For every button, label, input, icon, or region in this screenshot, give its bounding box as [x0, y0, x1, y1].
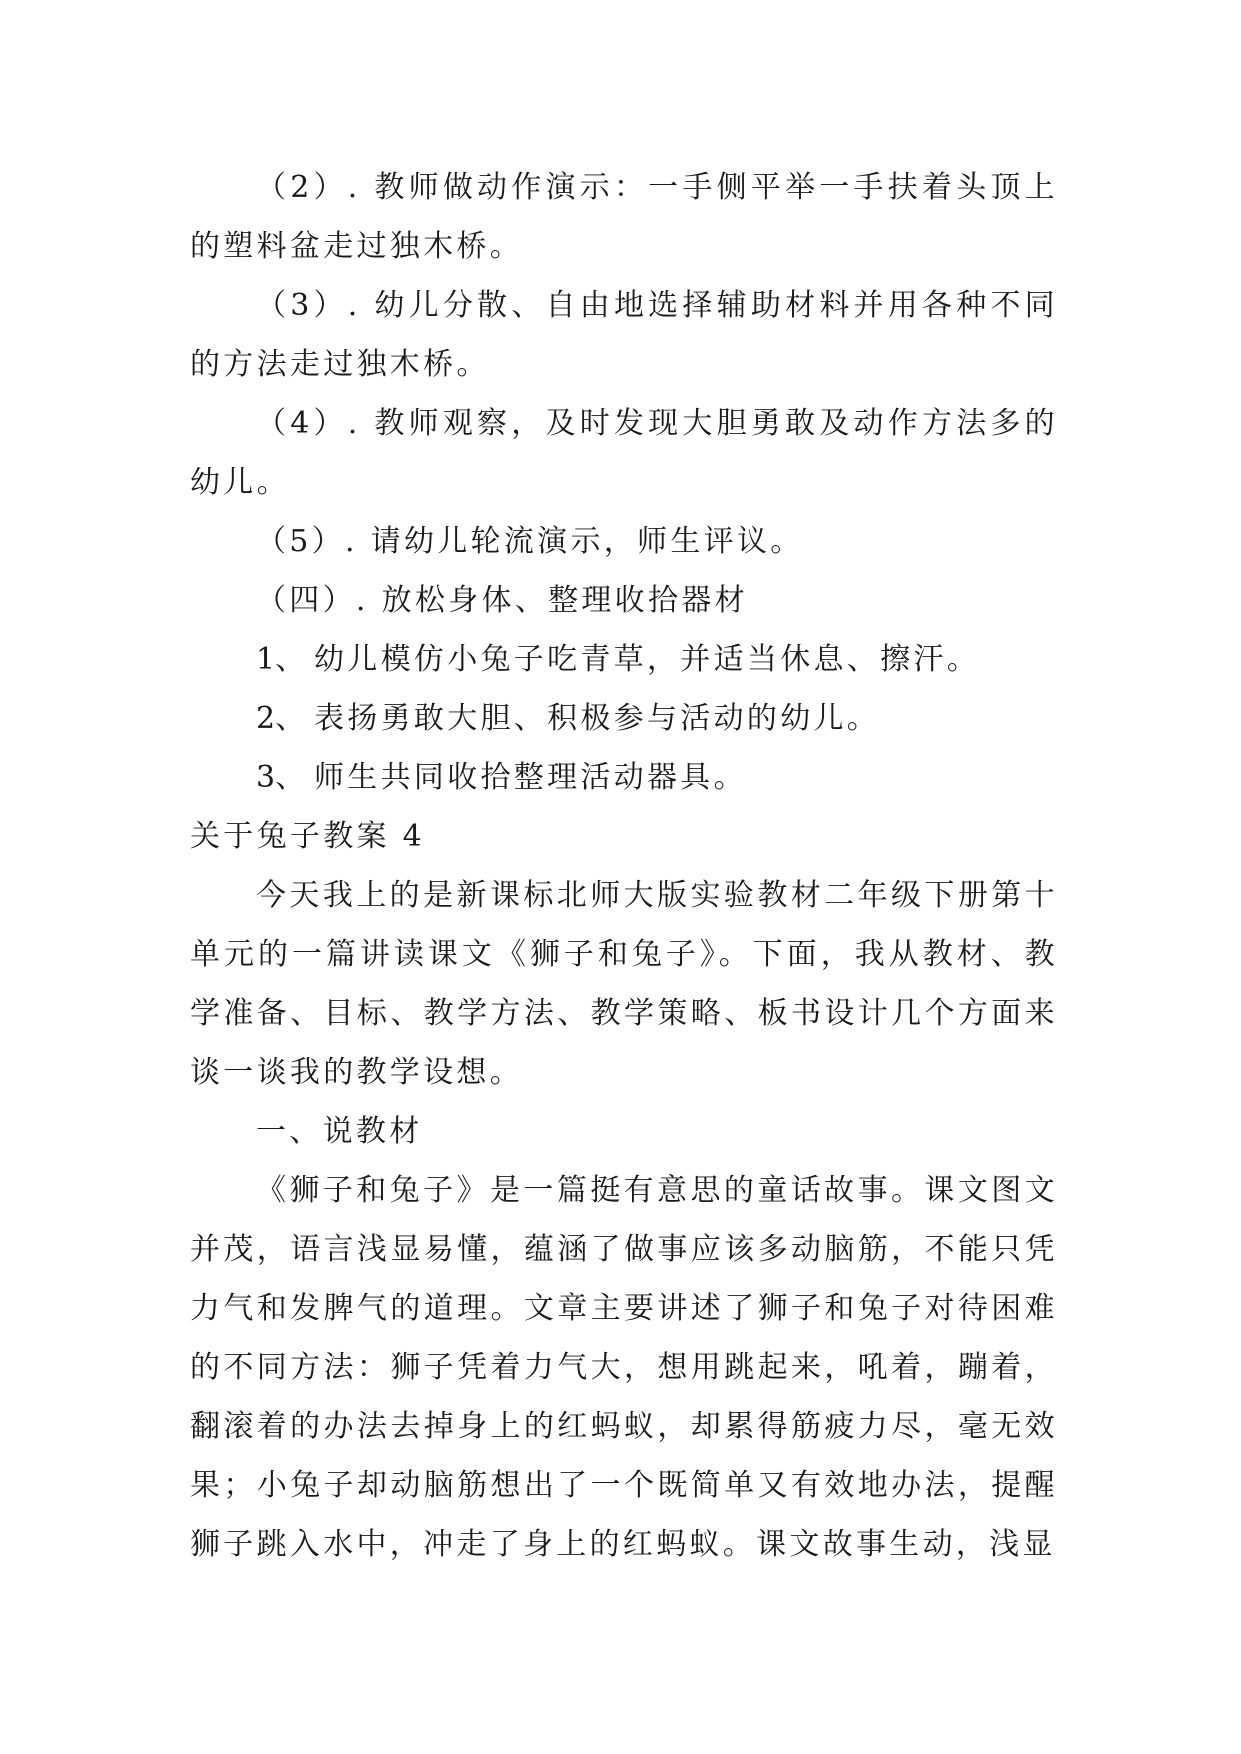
paragraph-step-5: （5）. 请幼儿轮流演示，师生评议。	[256, 524, 804, 559]
list-number: 2、	[256, 701, 306, 736]
list-text: 师生共同收拾整理活动器具。	[314, 760, 747, 795]
lesson-plan-title: 关于兔子教案 4	[190, 819, 426, 854]
list-item	[190, 748, 1058, 807]
list-number: 1、	[256, 642, 306, 677]
list-text: 表扬勇敢大胆、积极参与活动的幼儿。	[314, 701, 881, 736]
list-item	[190, 630, 1058, 689]
list-number: 3、	[256, 760, 306, 795]
paragraph-intro: 今天我上的是新课标北师大版实验教材二年级下册第十单元的一篇讲读课文《狮子和兔子》。下面，我从教材、教学准备、目标、教学方法、教学策略、板书设计几个方面来谈一谈我的教学设想。	[190, 878, 1058, 1090]
list-text: 幼儿模仿小兔子吃青草，并适当休息、擦汗。	[314, 642, 980, 677]
section-heading-textbook: 一、说教材	[256, 1114, 423, 1149]
paragraph-textbook-description: 《狮子和兔子》是一篇挺有意思的童话故事。课文图文并茂，语言浅显易懂，蕴涵了做事应该多动脑筋，不能只凭力气和发脾气的道理。文章主要讲述了狮子和兔子对待困难的不同方法：狮子凭着力气大，想用跳起来，吼着，蹦着，翻滚着的办法去掉身上的红蚂蚁，却累得筋疲力尽，毫无效果；小兔子却动脑筋想出了一个既简单又有效地办法，提醒狮子跳入水中，冲走了身上的红蚂蚁。课文故事生动，浅显	[190, 1173, 1058, 1562]
document-body	[190, 158, 1058, 1574]
paragraph-step-4: （4）. 教师观察，及时发现大胆勇敢及动作方法多的幼儿。	[190, 406, 1058, 500]
section-heading-relax: （四）. 放松身体、整理收拾器材	[256, 583, 748, 618]
paragraph-step-2: （2）. 教师做动作演示：一手侧平举一手扶着头顶上的塑料盆走过独木桥。	[190, 170, 1058, 264]
paragraph-step-3: （3）. 幼儿分散、自由地选择辅助材料并用各种不同的方法走过独木桥。	[190, 288, 1058, 382]
list-item	[190, 689, 1058, 748]
